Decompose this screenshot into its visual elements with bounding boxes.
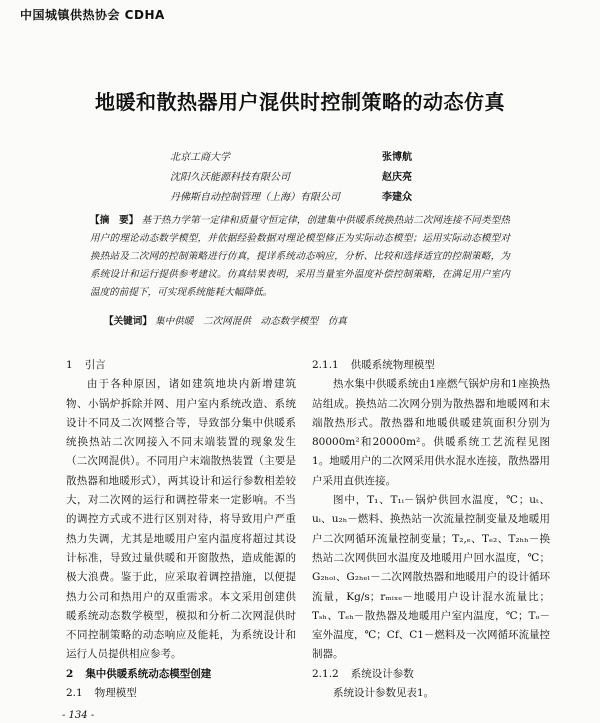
body-paragraph: 热水集中供暖系统由1座燃气锅炉房和1座换热站组成。换热站二次网分别为散热器和地暖网和末端散热形式。散热器和地暖供暖建筑面积分别为80000m²和20000m²。供暖系统工艺流程见图1。地暖用户的二次网采用供水混水连接，散热器用户采用直供连接。 <box>312 378 550 487</box>
affiliations <box>170 148 412 208</box>
section-number: 2.1.1 <box>312 359 339 371</box>
author-name: 赵庆亮 <box>382 172 412 183</box>
right-column <box>312 356 550 703</box>
body-paragraph: 系统设计参数见表1。 <box>333 687 435 700</box>
keywords-text: 集中供暖 二次网混供 动态数学模型 仿真 <box>155 316 347 327</box>
author-name: 李建众 <box>382 192 412 203</box>
section-title: 系统设计参数 <box>350 667 414 680</box>
affiliation-row <box>170 148 412 168</box>
section-number: 2 <box>66 667 74 680</box>
affiliation-row <box>170 188 412 208</box>
subsection-heading <box>312 356 550 375</box>
abstract-label: 【摘 要】 <box>90 215 139 226</box>
section-title: 物理模型 <box>94 687 137 700</box>
body-paragraph: 图中，T₁、T₁ᵢ－锅炉供回水温度，℃；uₜ、uᵢ、u₂ₕ－燃料、换热站一次流量控制变量及地暖用户二次网循环流量控制变量；T₂,ₑ、Tₑ₂、T₂ₕₕ－换热站二次网供回水温度及地暖用户回水温度，℃；G₂ₕₒₗ、G₂ₕₑₗ－二次网散热器和地暖用户的设计循环流量，Kg/s；rₘᵢₓₑ－地暖用户设计混水流量比；Tₛₕ、Tₑₕ－散热器及地暖用户室内温度，℃；Tₒ－室外温度，℃；Cf、C1－燃料及一次网循环流量控制器。 <box>312 494 550 661</box>
section-heading <box>66 356 296 375</box>
section-number: 1 <box>66 359 73 371</box>
affiliation-org: 沈阳久沃能源科技有限公司 <box>170 172 290 183</box>
section-title: 引言 <box>84 359 106 371</box>
left-column <box>66 356 296 703</box>
abstract <box>90 212 510 302</box>
affiliation-org: 北京工商大学 <box>170 152 230 163</box>
journal-header: 中国城镇供热协会 CDHA <box>20 8 165 22</box>
subsection-heading <box>66 684 296 703</box>
abstract-text: 基于热力学第一定律和质量守恒定律，创建集中供暖系统换热站二次网连接不同类型热用户的理论动态数学模型，并依据经验数据对理论模型修正为实际动态模型；运用实际动态模型对换热站及二次网的控制策略进行仿真，提详系统动态响应，分析、比较和选择适宜的控制策略，为系统设计和运行提供参考建议。仿真结果表明，采用当量室外温度补偿控制策略，在满足用户室内温度的前提下，可实现系统能耗大幅降低。 <box>90 215 510 298</box>
author-name: 张博航 <box>382 152 412 163</box>
keywords <box>104 314 524 330</box>
affiliation-row <box>170 168 412 188</box>
subsection-heading <box>312 665 550 684</box>
body-paragraph: 由于各种原因，诸如建筑地块内新增建筑物、小锅炉拆除并网、用户室内系统改造、系统设计不同及二次网整合等，导致部分集中供暖系统换热站二次网接入不同末端装置的现象发生（二次网混供）。不同用户末端散热装置（主要是散热器和地暖形式），两其设计和运行参数相差较大，对二次网的运行和调控带来一定影响。不当的调控方式或不进行区别对待，将导致用户严重热力失调，尤其是地暖用户室内温度将超过其设计标准，导致过量供暖和开窗散热，造成能源的极大浪费。鉴于此，应采取着调控措施，以便提热力公司和热用户的双重需求。本文采用创建供暖系统动态数学模型，模拟和分析二次网混供时不同控制策略的动态响应及能耗，为系统设计和运行人员提供相应参考。 <box>66 378 296 661</box>
section-number: 2.1.2 <box>312 667 339 680</box>
page-number: - 134 - <box>62 710 95 721</box>
section-title: 供暖系统物理模型 <box>350 359 435 371</box>
affiliation-org: 丹佛斯自动控制管理（上海）有限公司 <box>170 192 340 203</box>
keywords-label: 【关键词】 <box>104 316 152 327</box>
section-title: 集中供暖系统动态模型创建 <box>85 667 212 680</box>
section-heading <box>66 665 296 684</box>
section-number: 2.1 <box>66 687 83 700</box>
paper-title: 地暖和散热器用户混供时控制策略的动态仿真 <box>95 90 505 114</box>
